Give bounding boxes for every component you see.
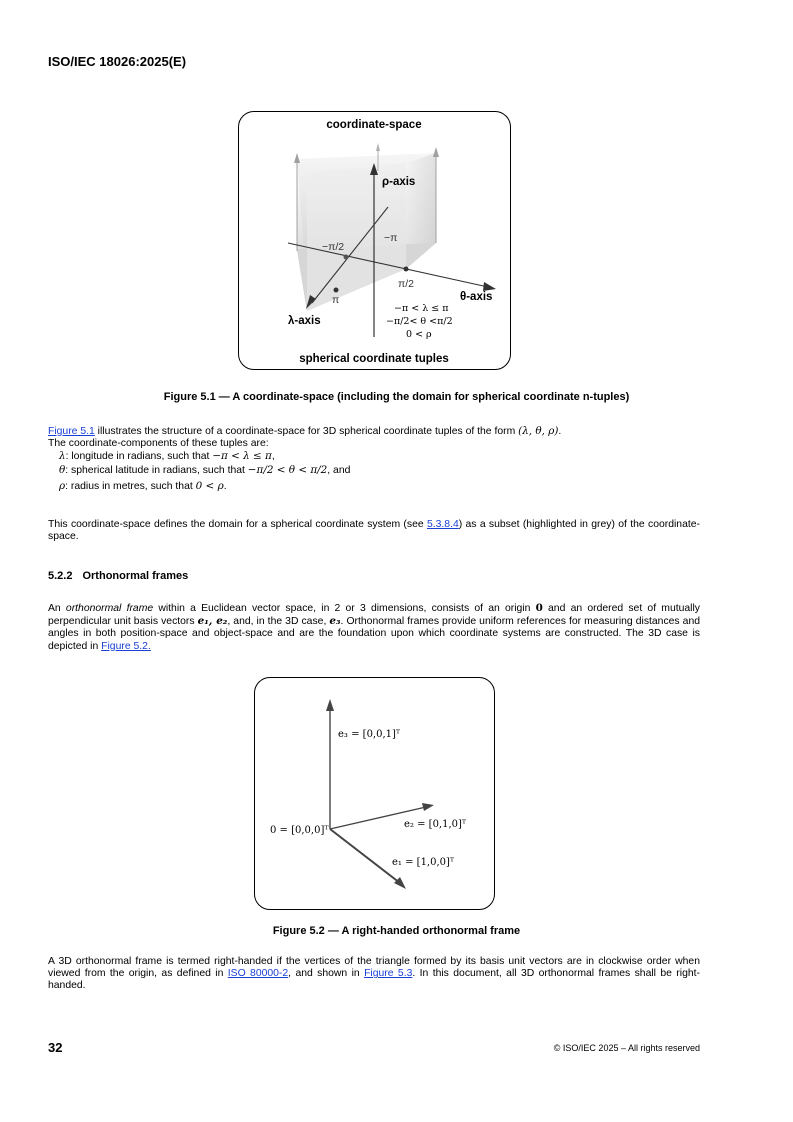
component-theta: θ: spherical latitude in radians, such that −π/2 < θ < π/2, and — [59, 463, 351, 476]
e2-arrowhead — [422, 803, 434, 811]
paragraph-figure-5-1-description: Figure 5.1 illustrates the structure of a coordinate-space for 3D spherical coordinate tuples of the form (λ, θ, ρ). The coordinate-components of these tuples are: λ: longitude in radians, such that −π < λ ≤ π, θ: spherical latitude in radians, such that −π/2 < θ < π/2, and ρ: radius in metres, such that 0 < ρ. — [48, 425, 700, 493]
figure-5-1-caption: Figure 5.1 — A coordinate-space (including the domain for spherical coordinate n-tuples) — [163, 391, 630, 403]
section-heading-orthonormal-frames: 5.2.2 Orthonormal frames — [48, 570, 189, 582]
lambda-axis-label: λ-axis — [288, 315, 321, 327]
theta-axis-label: θ-axis — [460, 291, 493, 303]
tick-pi-over-2: π/2 — [398, 278, 415, 290]
link-figure-5-2[interactable]: Figure 5.2. — [101, 640, 151, 652]
e3-label: e₃ = [0,0,1]ᵀ — [338, 729, 401, 740]
link-iso-80000-2[interactable]: ISO 80000-2 — [227, 968, 289, 980]
link-5-3-8-4[interactable]: 5.3.8.4 — [426, 519, 459, 530]
tick-neg-pi-over-2: −π/2 — [322, 241, 345, 253]
paragraph-right-handed: A 3D orthonormal frame is termed right-handed if the vertices of the triangle formed by its basis unit vectors are in clockwise order when viewed from the origin, as defined in ISO 80000-2, and shown in Figure 5.3. In this document, all 3D orthonormal frames shall be right-handed. — [48, 956, 700, 992]
tick-pi: π — [332, 294, 340, 306]
theta-axis-arrowhead — [483, 282, 496, 291]
condition-theta: −π/2< θ <π/2 — [386, 316, 453, 327]
tick-neg-pi: −π — [384, 232, 398, 244]
figure-5-1-diagram — [238, 111, 511, 370]
origin-label: 0 = [0,0,0]ᵀ — [270, 825, 329, 836]
figure-5-2-caption: Figure 5.2 — A right-handed orthonormal frame — [272, 925, 521, 937]
component-rho: ρ: radius in metres, such that 0 < ρ. — [59, 479, 227, 492]
figure-5-1-frame — [238, 111, 511, 370]
link-figure-5-3[interactable]: Figure 5.3 — [364, 968, 413, 980]
e2-label: e₂ = [0,1,0]ᵀ — [404, 819, 467, 830]
coordinate-space-label: coordinate-space — [326, 119, 422, 131]
rho-axis-label: ρ-axis — [382, 176, 416, 188]
figure-5-2-frame — [254, 677, 495, 910]
figure-5-2-diagram — [254, 677, 495, 910]
e1-label: e₁ = [1,0,0]ᵀ — [392, 857, 455, 868]
condition-rho: 0 < ρ — [406, 329, 432, 340]
spherical-coordinate-tuples-label: spherical coordinate tuples — [299, 353, 449, 365]
component-lambda: λ: longitude in radians, such that −π < λ ≤ π, — [59, 450, 275, 463]
link-figure-5-1[interactable]: Figure 5.1 — [48, 426, 95, 437]
e1-vector — [330, 829, 400, 883]
paragraph-domain: This coordinate-space defines the domain for a spherical coordinate system (see 5.3.8.4) as a subset (highlighted in grey) of the coordinate-space. — [48, 519, 700, 543]
paragraph-orthonormal-frame: An orthonormal frame within a Euclidean vector space, in 2 or 3 dimensions, consists of an origin 0 and an ordered set of mutually perpendicular unit basis vectors e₁, e₂, and, in the 3D case, e₃. Orthonormal frames provide uniform references for measuring distances and angles in both position-space and object-space and are the foundation upon which coordinate systems are constructed. The 3D case is depicted in Figure 5.2. — [48, 602, 701, 652]
condition-lambda: −π < λ ≤ π — [394, 303, 449, 314]
page-number: 32 — [48, 1040, 63, 1055]
document-header-id: ISO/IEC 18026:2025(E) — [48, 54, 187, 69]
copyright-notice: © ISO/IEC 2025 – All rights reserved — [553, 1043, 700, 1053]
e3-arrowhead — [326, 699, 334, 711]
